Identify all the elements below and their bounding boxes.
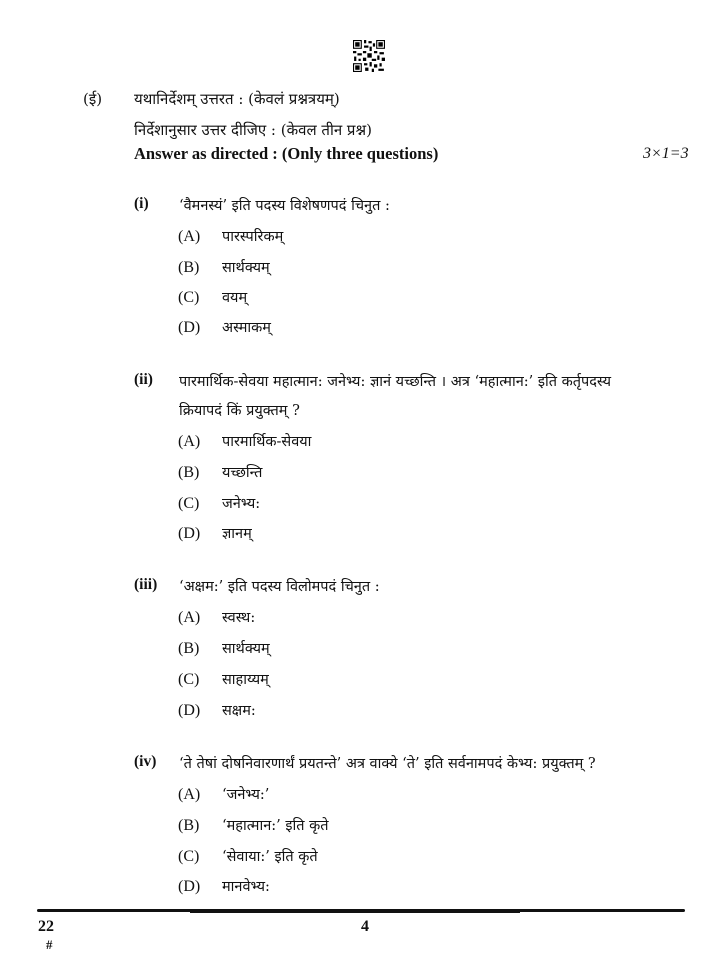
option-d bbox=[178, 700, 256, 720]
option-text: सार्थक्यम् bbox=[222, 260, 270, 276]
option-label: (B) bbox=[178, 259, 200, 276]
qr-code-icon bbox=[353, 40, 385, 72]
option-a bbox=[178, 784, 269, 804]
option-d bbox=[178, 876, 270, 896]
question-text-line2: क्रियापदं किं प्रयुक्तम् ? bbox=[179, 403, 300, 419]
instruction-sanskrit: यथानिर्देशम् उत्तरत : (केवलं प्रश्नत्रयम्) bbox=[134, 90, 340, 108]
hash-mark: # bbox=[46, 937, 53, 952]
question-number: (i) bbox=[134, 195, 149, 212]
option-label: (A) bbox=[178, 609, 201, 626]
option-text: साहाय्यम् bbox=[222, 672, 269, 688]
option-text: स्वस्थ: bbox=[222, 610, 256, 626]
option-text: ‘जनेभ्य:’ bbox=[222, 787, 270, 803]
instruction-hindi: निर्देशानुसार उत्तर दीजिए : (केवल तीन प्रश्न) bbox=[134, 121, 372, 139]
question-text: ‘अक्षम:’ इति पदस्य विलोमपदं चिनुत : bbox=[179, 579, 380, 595]
section-label: (ई) bbox=[83, 90, 103, 108]
option-text: ‘महात्मान:’ इति कृते bbox=[222, 818, 329, 834]
question-number: (iii) bbox=[134, 576, 158, 593]
question-text-line1: पारमार्थिक-सेवया महात्मान: जनेभ्य: ज्ञानं यच्छन्ति । अत्र ‘महात्मान:’ इति कर्तृपदस्य bbox=[179, 374, 611, 390]
option-c bbox=[178, 669, 269, 689]
option-text: पारस्परिकम् bbox=[222, 229, 284, 245]
option-text: मानवेभ्य: bbox=[222, 879, 270, 895]
option-text: जनेभ्य: bbox=[222, 496, 261, 512]
option-b bbox=[178, 462, 262, 482]
option-a bbox=[178, 431, 311, 451]
option-text: अस्माकम् bbox=[222, 320, 271, 336]
option-d bbox=[178, 523, 252, 543]
option-d bbox=[178, 317, 271, 337]
question-number: (ii) bbox=[134, 371, 153, 388]
question-text: ‘ते तेषां दोषनिवारणार्थं प्रयतन्ते’ अत्र वाक्ये ‘ते’ इति सर्वनामपदं केभ्य: प्रयुक्तम् ? bbox=[179, 756, 596, 772]
option-label: (B) bbox=[178, 640, 200, 657]
option-label: (A) bbox=[178, 433, 201, 450]
option-b bbox=[178, 815, 329, 835]
option-label: (D) bbox=[178, 319, 201, 336]
option-b bbox=[178, 638, 270, 658]
footer-rule-thick bbox=[190, 911, 520, 913]
option-a bbox=[178, 607, 255, 627]
option-text: वयम् bbox=[222, 290, 248, 306]
option-text: सक्षम: bbox=[222, 703, 256, 719]
option-text: यच्छन्ति bbox=[222, 465, 263, 481]
instruction-english: Answer as directed : (Only three questions) bbox=[134, 144, 439, 163]
option-text: ज्ञानम् bbox=[222, 526, 252, 542]
option-label: (B) bbox=[178, 464, 200, 481]
option-b bbox=[178, 257, 270, 277]
paper-code: 22 bbox=[38, 918, 54, 935]
option-c bbox=[178, 493, 260, 513]
question-text: ‘वैमनस्यं’ इति पदस्य विशेषणपदं चिनुत : bbox=[179, 198, 390, 214]
option-c bbox=[178, 846, 318, 866]
option-label: (B) bbox=[178, 817, 200, 834]
marks-allocation: 3×1=3 bbox=[643, 145, 689, 162]
option-text: पारमार्थिक-सेवया bbox=[222, 434, 312, 450]
option-label: (C) bbox=[178, 671, 200, 688]
option-a bbox=[178, 226, 283, 246]
option-label: (A) bbox=[178, 786, 201, 803]
page-number: 4 bbox=[361, 918, 369, 935]
option-label: (C) bbox=[178, 495, 200, 512]
option-label: (D) bbox=[178, 702, 201, 719]
question-number: (iv) bbox=[134, 753, 157, 770]
option-label: (C) bbox=[178, 848, 200, 865]
option-label: (C) bbox=[178, 289, 200, 306]
option-text: सार्थक्यम् bbox=[222, 641, 270, 657]
option-label: (D) bbox=[178, 525, 201, 542]
option-text: ‘सेवाया:’ इति कृते bbox=[222, 849, 318, 865]
option-label: (D) bbox=[178, 878, 201, 895]
option-c bbox=[178, 287, 247, 307]
option-label: (A) bbox=[178, 228, 201, 245]
